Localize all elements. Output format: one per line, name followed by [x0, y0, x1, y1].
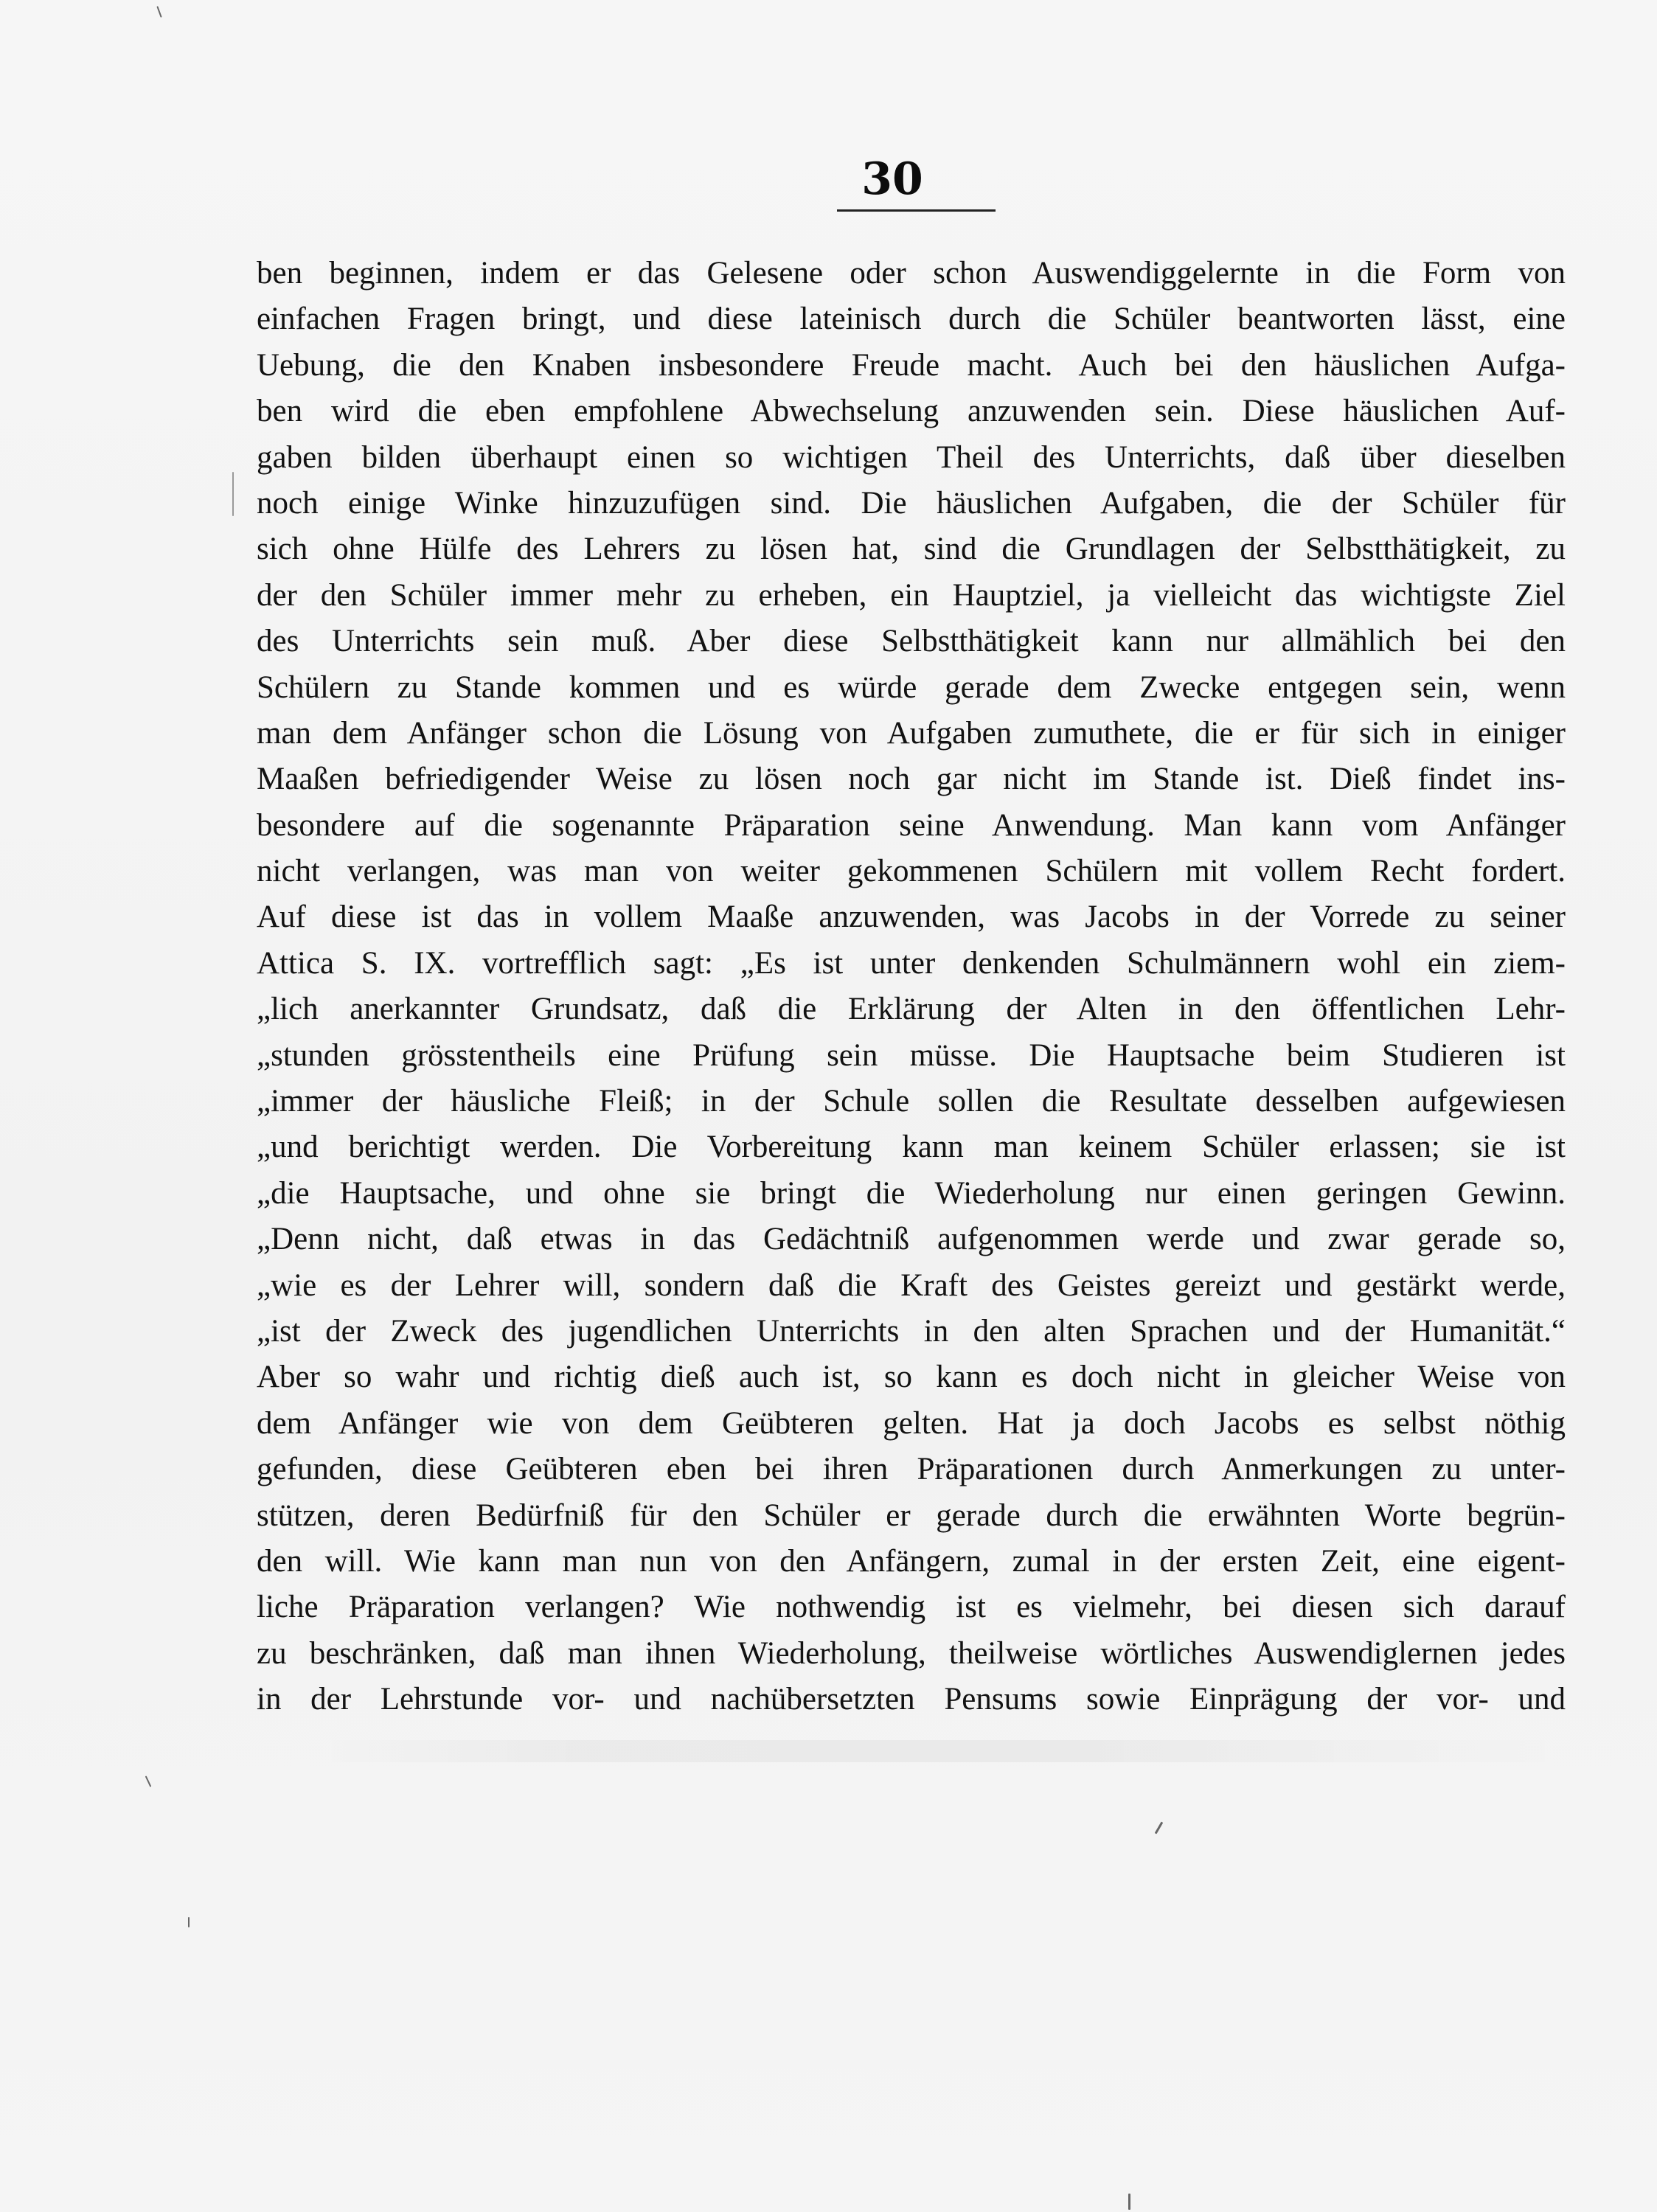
- text-line: „immer der häusliche Fleiß; in der Schule sollen die Resultate desselben aufgewiesen: [257, 1084, 1566, 1119]
- text-line: „ist der Zweck des jugendlichen Unterrichts in den alten Sprachen und der Humanität.“: [257, 1313, 1566, 1349]
- text-line: man dem Anfänger schon die Lösung von Aufgaben zumuthete, die er für sich in einiger: [257, 715, 1566, 751]
- text-line: in der Lehrstunde vor- und nachübersetzten Pensums sowie Einprägung der vor- und: [257, 1682, 1566, 1717]
- page-number: 30: [861, 153, 923, 205]
- text-line: der den Schüler immer mehr zu erheben, ein Hauptziel, ja vielleicht das wichtigste Ziel: [257, 577, 1566, 613]
- text-line: Aber so wahr und richtig dieß auch ist, so kann es doch nicht in gleicher Weise von: [257, 1360, 1566, 1395]
- text-line: ben beginnen, indem er das Gelesene oder schon Auswendiggelernte in die Form von: [257, 256, 1566, 291]
- show-through-shadow: [317, 1740, 1571, 1762]
- paper-speck: [145, 1775, 152, 1787]
- header-rule: [837, 209, 996, 212]
- text-line: Maaßen befriedigender Weise zu lösen noch gar nicht im Stande ist. Dieß findet ins-: [257, 762, 1566, 797]
- paper-speck: [1155, 1821, 1164, 1834]
- text-line: „Denn nicht, daß etwas in das Gedächtniß aufgenommen werde und zwar gerade so,: [257, 1222, 1566, 1257]
- text-line: besondere auf die sogenannte Präparation seine Anwendung. Man kann vom Anfänger: [257, 807, 1566, 843]
- text-line: Uebung, die den Knaben insbesondere Freude macht. Auch bei den häuslichen Aufga-: [257, 347, 1566, 383]
- text-line: sich ohne Hülfe des Lehrers zu lösen hat, sind die Grundlagen der Selbstthätigkeit, zu: [257, 532, 1566, 567]
- text-line: zu beschränken, daß man ihnen Wiederholung, theilweise wörtliches Auswendiglernen jedes: [257, 1635, 1566, 1671]
- paper-speck: [156, 6, 161, 18]
- text-line: nicht verlangen, was man von weiter gekommenen Schülern mit vollem Recht fordert.: [257, 854, 1566, 889]
- text-line: stützen, deren Bedürfniß für den Schüler er gerade durch die erwähnten Worte begrün-: [257, 1498, 1566, 1533]
- text-line: „wie es der Lehrer will, sondern daß die Kraft des Geistes gereizt und gestärkt werde,: [257, 1267, 1566, 1303]
- text-line: einfachen Fragen bringt, und diese lateinisch durch die Schüler beantworten lässt, eine: [257, 302, 1566, 337]
- paper-speck: [188, 1917, 190, 1927]
- text-line: „und berichtigt werden. Die Vorbereitung kann man keinem Schüler erlassen; sie ist: [257, 1130, 1566, 1165]
- text-line: Schülern zu Stande kommen und es würde gerade dem Zwecke entgegen sein, wenn: [257, 669, 1566, 705]
- text-line: „stunden grösstentheils eine Prüfung sein müsse. Die Hauptsache beim Studieren ist: [257, 1037, 1566, 1073]
- text-line: gaben bilden überhaupt einen so wichtigen Theil des Unterrichts, daß über dieselben: [257, 439, 1566, 475]
- text-line: gefunden, diese Geübteren eben bei ihren Präparationen durch Anmerkungen zu unter-: [257, 1452, 1566, 1487]
- paper-speck: [232, 472, 234, 516]
- text-line: Attica S. IX. vortrefflich sagt: „Es ist unter denkenden Schulmännern wohl ein ziem-: [257, 945, 1566, 981]
- text-line: liche Präparation verlangen? Wie nothwendig ist es vielmehr, bei diesen sich darauf: [257, 1590, 1566, 1625]
- text-line: dem Anfänger wie von dem Geübteren gelten. Hat ja doch Jacobs es selbst nöthig: [257, 1405, 1566, 1441]
- body-text: [257, 251, 1566, 1723]
- text-line: noch einige Winke hinzuzufügen sind. Die häuslichen Aufgaben, die der Schüler für: [257, 485, 1566, 521]
- text-line: des Unterrichts sein muß. Aber diese Selbstthätigkeit kann nur allmählich bei den: [257, 624, 1566, 659]
- text-line: „die Hauptsache, und ohne sie bringt die Wiederholung nur einen geringen Gewinn.: [257, 1175, 1566, 1211]
- text-line: Auf diese ist das in vollem Maaße anzuwenden, was Jacobs in der Vorrede zu seiner: [257, 900, 1566, 935]
- paper-speck: [1128, 2194, 1130, 2210]
- text-line: „lich anerkannter Grundsatz, daß die Erklärung der Alten in den öffentlichen Lehr-: [257, 992, 1566, 1027]
- text-line: den will. Wie kann man nun von den Anfängern, zumal in der ersten Zeit, eine eigent-: [257, 1543, 1566, 1579]
- text-line: ben wird die eben empfohlene Abwechselung anzuwenden sein. Diese häuslichen Auf-: [257, 394, 1566, 429]
